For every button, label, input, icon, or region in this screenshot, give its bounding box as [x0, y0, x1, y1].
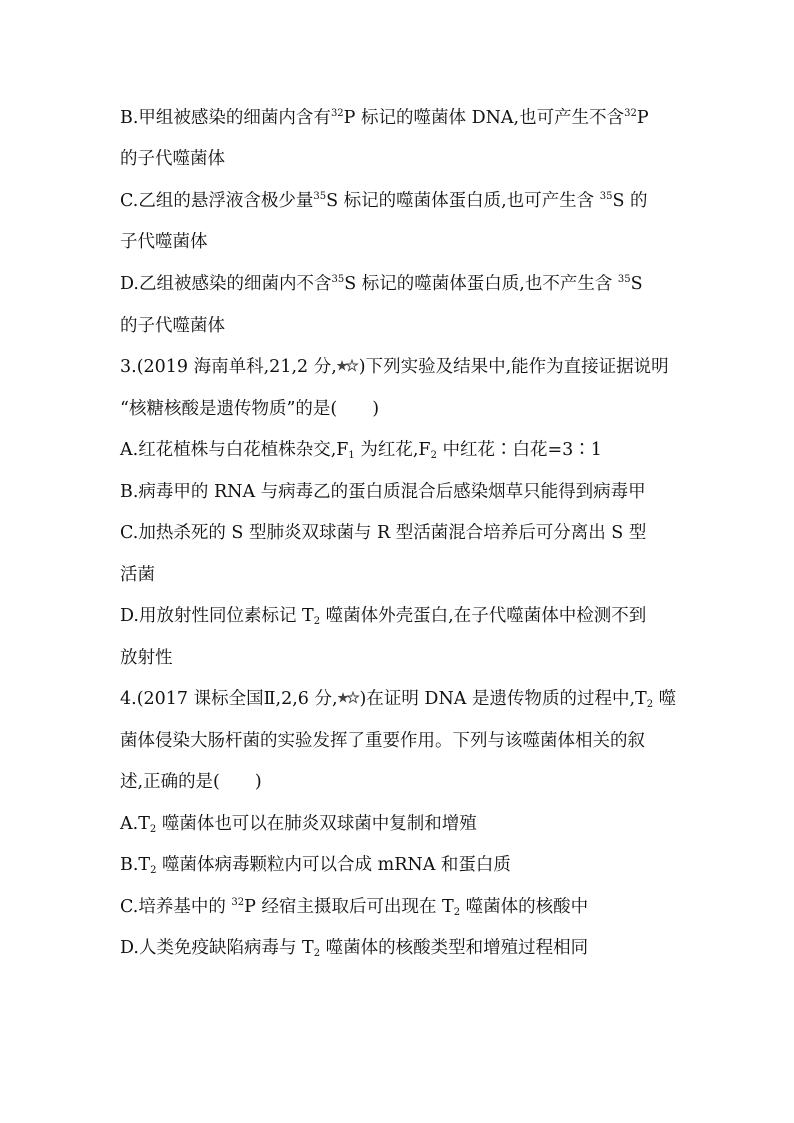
- option-4b: $B.T_2$ 噬菌体病毒颗粒内可以合成 mRNA 和蛋白质: [120, 855, 511, 876]
- option-3c-line-1: C.加热杀死的 S 型肺炎双球菌与 R 型活菌混合培养后可分离出 S 型: [120, 523, 647, 543]
- option-2b-line-2: 的子代噬菌体: [120, 149, 225, 169]
- question-3-stem-line-2: “核糖核酸是遗传物质”的是( ): [120, 399, 380, 419]
- option-2b-line-1: B.甲组被感染的细菌内含有$^{32}$P 标记的噬菌体 DNA,也可产生不含$^{32}$P: [120, 108, 649, 128]
- question-4-stem-line-1: 4.(2017 课标全国Ⅱ,2,6 分, )在证明 DNA 是遗传物质的过程中$,T_2$ 噬: [120, 689, 677, 710]
- option-2c-line-1: C.乙组的悬浮液含极少量$^{35}$S 标记的噬菌体蛋白质,也可产生含 $^{35}$S 的: [120, 191, 648, 211]
- option-4d: D.人类免疫缺陷病毒与 $T_2$ 噬菌体的核酸类型和增殖过程相同: [120, 938, 589, 959]
- option-2d-line-1: D.乙组被感染的细菌内不含$^{35}$S 标记的噬菌体蛋白质,也不产生含 $^{35}$S: [120, 274, 643, 294]
- option-2d-line-2: 的子代噬菌体: [120, 316, 225, 336]
- option-4c: C.培养基中的 $^{32}$P 经宿主摄取后可出现在 $T_2$ 噬菌体的核酸中: [120, 897, 589, 918]
- option-4a: $A.T_2$ 噬菌体也可以在肺炎双球菌中复制和增殖: [120, 814, 477, 835]
- option-3d-line-1: D.用放射性同位素标记 $T_2$ 噬菌体外壳蛋白,在子代噬菌体中检测不到: [120, 606, 647, 627]
- question-3-stem-line-1: 3.(2019 海南单科,21,2 分, )下列实验及结果中,能作为直接证据说明: [120, 357, 669, 377]
- difficulty-stars-icon: [337, 359, 359, 373]
- difficulty-stars-icon: [338, 691, 360, 705]
- option-3c-line-2: 活菌: [120, 565, 155, 585]
- option-3a: A.红花植株与白花植株杂交$,F_1$ 为红花$,F_2$ 中红花∶白花=3∶1: [120, 440, 602, 461]
- option-3d-line-2: 放射性: [120, 648, 173, 668]
- option-2c-line-2: 子代噬菌体: [120, 232, 208, 252]
- question-4-stem-line-3: 述,正确的是( ): [120, 772, 262, 792]
- question-4-stem-line-2: 菌体侵染大肠杆菌的实验发挥了重要作用。下列与该噬菌体相关的叙: [120, 731, 645, 751]
- option-3b: B.病毒甲的 RNA 与病毒乙的蛋白质混合后感染烟草只能得到病毒甲: [120, 482, 646, 502]
